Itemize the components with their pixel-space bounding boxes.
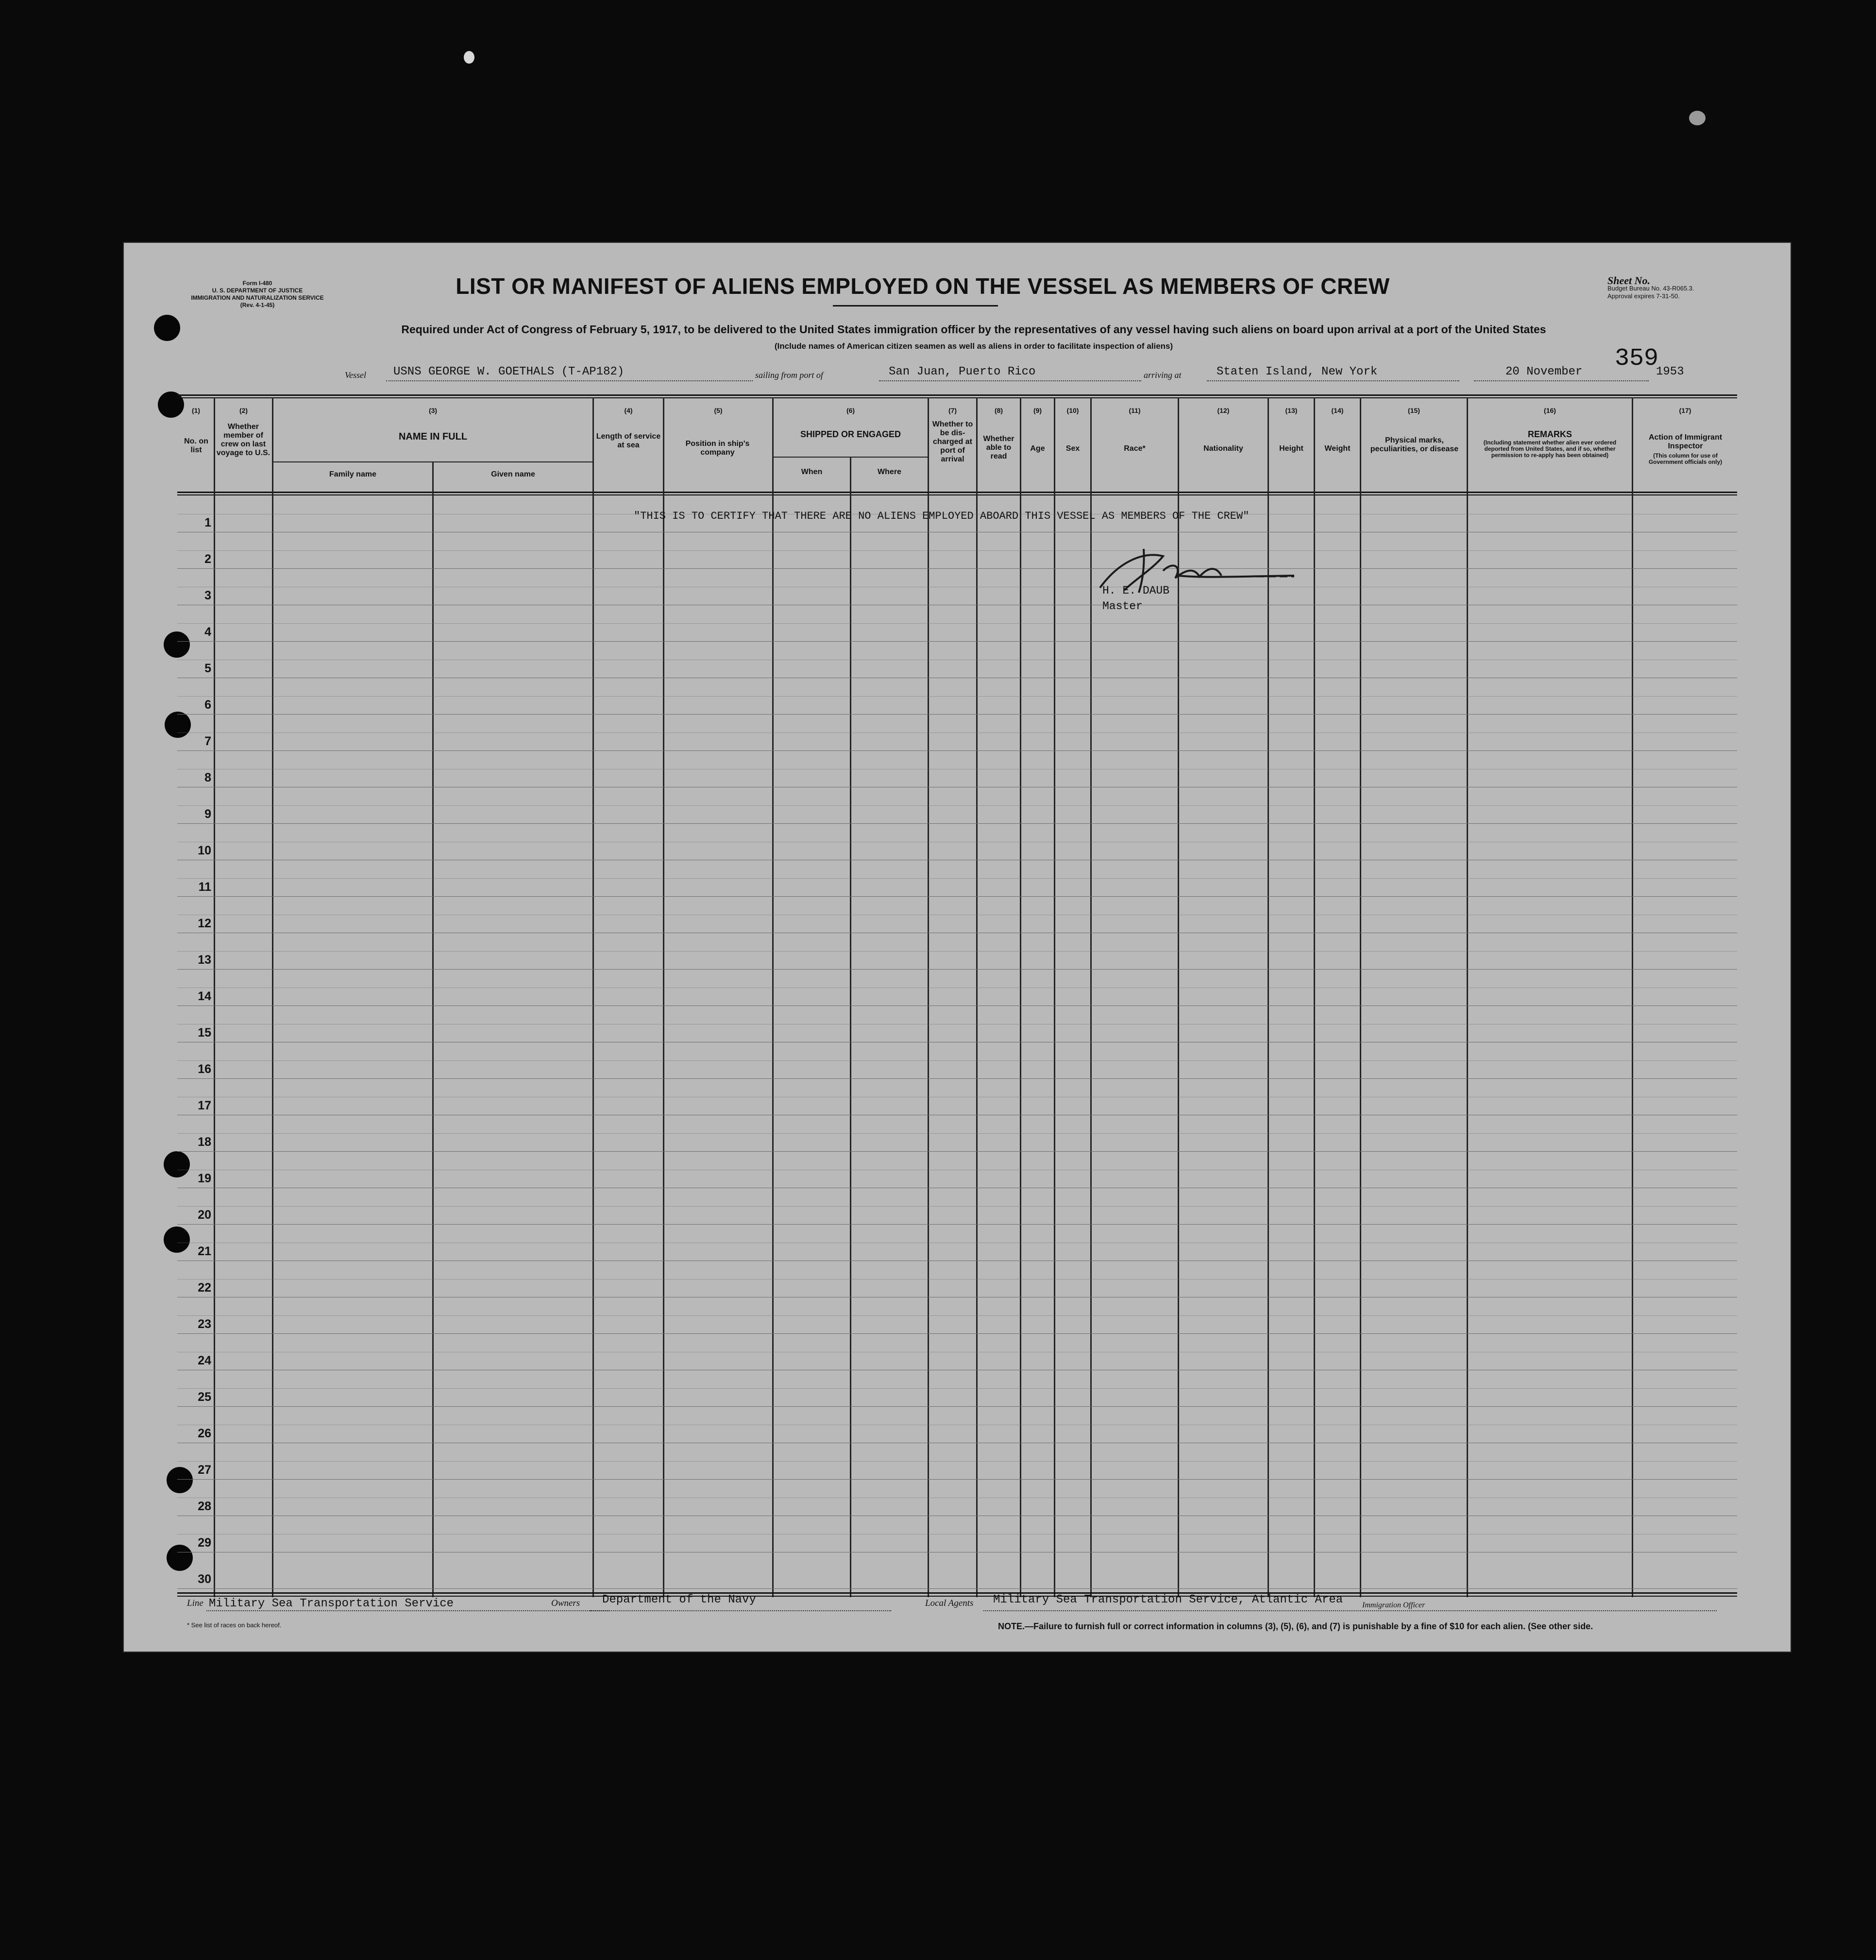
col-11-number: (11) — [1129, 407, 1141, 414]
owners-dotline — [590, 1610, 891, 1611]
row-rule — [177, 805, 1737, 806]
date-dotline — [1474, 380, 1649, 381]
agents-label: Local Agents — [925, 1598, 974, 1608]
row-rule — [177, 951, 1737, 952]
col-14-number: (14) — [1331, 407, 1344, 414]
certification-statement: "THIS IS TO CERTIFY THAT THERE ARE NO ALIENS EMPLOYED ABOARD THIS VESSEL AS MEMBERS OF THE CREW" — [634, 510, 1250, 522]
column-divider — [1467, 397, 1468, 1597]
row-number: 28 — [198, 1500, 211, 1513]
col-17-number: (17) — [1679, 407, 1691, 414]
title-underline — [833, 305, 998, 307]
row-number: 16 — [198, 1062, 211, 1076]
shipped-subheader-rule — [772, 457, 928, 458]
signatory-block — [1102, 583, 1169, 614]
row-rule — [177, 1333, 1737, 1334]
col-sex: Sex — [1065, 444, 1080, 453]
statute-line: Required under Act of Congress of February 5, 1917, to be delivered to the United States immigration officer by the representatives of any vessel having such aliens on board upon arrival at a port of the United States — [401, 323, 1546, 336]
service: IMMIGRATION AND NATURALIZATION SERVICE — [191, 294, 324, 301]
penalty-note: NOTE.—Failure to furnish full or correct information in columns (3), (5), (6), and (7) is punishable by a fine of $10 for each alien. (See other side. — [998, 1621, 1593, 1631]
row-number: 8 — [204, 771, 211, 784]
sailing-dotline — [879, 380, 1141, 381]
officer-label: Immigration Officer — [1362, 1601, 1425, 1609]
row-number: 5 — [204, 662, 211, 675]
arriving-label: arriving at — [1144, 370, 1182, 380]
column-divider — [772, 397, 774, 1597]
col-when: When — [801, 468, 823, 476]
col-where: Where — [878, 468, 901, 476]
col-remarks-note: (Including statement whether alien ever ordered deported from United States, and if so, whether permission to re-apply has been obtained) — [1483, 439, 1617, 459]
col-family-name: Family name — [329, 470, 376, 478]
col-able-to-read: Whether able to read — [983, 435, 1014, 460]
row-rule — [177, 896, 1737, 897]
revision: (Rev. 4-1-45) — [240, 302, 275, 308]
owners-value: Department of the Navy — [602, 1593, 756, 1606]
row-rule — [177, 1406, 1737, 1407]
row-number: 14 — [198, 989, 211, 1003]
row-number: 3 — [204, 589, 211, 602]
row-rule — [177, 1206, 1737, 1207]
form-number: Form I-480 — [242, 280, 272, 287]
row-rule — [177, 714, 1737, 715]
sheet-label: Sheet No. — [1607, 274, 1650, 287]
row-number: 12 — [198, 917, 211, 930]
row-rule — [177, 1588, 1737, 1589]
vessel-name: USNS GEORGE W. GOETHALS (T-AP182) — [393, 365, 625, 378]
row-number: 11 — [198, 880, 211, 894]
col-5-number: (5) — [714, 407, 723, 414]
row-number: 15 — [198, 1026, 211, 1040]
sailing-port: San Juan, Puerto Rico — [889, 365, 1036, 378]
row-number: 25 — [198, 1390, 211, 1404]
row-number: 10 — [198, 844, 211, 857]
subcolumn-divider — [850, 457, 851, 1597]
col-race: Race* — [1124, 444, 1146, 453]
dust-speck — [1689, 111, 1706, 125]
row-rule — [177, 823, 1737, 824]
col-8-number: (8) — [994, 407, 1003, 414]
vessel-label: Vessel — [345, 370, 366, 380]
col-physical-marks: Physical marks, peculiarities, or disease — [1370, 436, 1459, 453]
col-12-number: (12) — [1217, 407, 1230, 414]
col-shipped-engaged: SHIPPED OR ENGAGED — [800, 429, 901, 439]
arrival-date: 20 November — [1505, 365, 1583, 378]
col-age: Age — [1030, 444, 1045, 453]
column-divider — [214, 397, 215, 1597]
row-number: 21 — [198, 1244, 211, 1258]
table-bottom-rule — [177, 1592, 1737, 1594]
row-number: 19 — [198, 1172, 211, 1185]
arriving-port: Staten Island, New York — [1217, 365, 1378, 378]
owners-label: Owners — [551, 1598, 580, 1608]
line-dotline — [206, 1610, 609, 1611]
row-number: 23 — [198, 1317, 211, 1331]
row-number: 18 — [198, 1135, 211, 1149]
row-number: 7 — [204, 734, 211, 748]
subcolumn-divider — [432, 461, 434, 1597]
row-rule — [177, 1060, 1737, 1061]
row-rule — [177, 641, 1737, 642]
col-3-number: (3) — [428, 407, 438, 414]
column-divider — [1054, 397, 1055, 1597]
col-13-number: (13) — [1285, 407, 1298, 414]
row-number: 1 — [204, 516, 211, 529]
row-number: 2 — [204, 552, 211, 566]
row-number: 20 — [198, 1208, 211, 1222]
sheet-number: 359 — [1615, 345, 1659, 373]
row-rule — [177, 1388, 1737, 1389]
col-height: Height — [1279, 444, 1303, 453]
col-no-on-list: No. on list — [184, 437, 208, 454]
row-number: 26 — [198, 1427, 211, 1440]
table-bottom-rule — [177, 1596, 1737, 1597]
row-number: 17 — [198, 1099, 211, 1112]
race-note: * See list of races on back hereof. — [187, 1621, 282, 1629]
header-bottom-rule — [177, 492, 1737, 493]
budget-bureau: Budget Bureau No. 43-R065.3. — [1607, 285, 1694, 292]
sailing-label: sailing from port of — [755, 370, 823, 380]
col-6-number: (6) — [846, 407, 855, 414]
row-rule — [177, 696, 1737, 697]
row-rule — [177, 969, 1737, 970]
header-bottom-rule — [177, 494, 1737, 495]
col-discharged: Whether to be dis-charged at port of arrival — [932, 420, 973, 463]
row-number: 22 — [198, 1281, 211, 1295]
column-divider — [592, 397, 594, 1597]
punch-hole — [165, 712, 191, 738]
row-rule — [177, 1479, 1737, 1480]
row-number: 9 — [204, 807, 211, 821]
include-note: (Include names of American citizen seamen as well as aliens in order to facilitate inspection of aliens) — [774, 341, 1173, 351]
agents-value: Military Sea Transportation Service, Atlantic Area — [993, 1593, 1343, 1606]
col-9-number: (9) — [1033, 407, 1042, 414]
table-top-rule — [177, 394, 1737, 396]
col-16-number: (16) — [1544, 407, 1556, 414]
col-given-name: Given name — [491, 470, 535, 478]
row-rule — [177, 623, 1737, 624]
manifest-page — [124, 243, 1791, 1652]
department: U. S. DEPARTMENT OF JUSTICE — [212, 287, 303, 294]
row-number: 13 — [198, 953, 211, 967]
col-position: Position in ship's company — [685, 440, 750, 457]
column-divider — [1020, 397, 1021, 1597]
row-number: 6 — [204, 698, 211, 712]
row-rule — [177, 1315, 1737, 1316]
col-crew-last-voyage: Whether member of crew on last voyage to U.S. — [216, 423, 270, 457]
col-15-number: (15) — [1408, 407, 1420, 414]
punch-hole — [154, 315, 180, 341]
line-value: Military Sea Transportation Service — [209, 1597, 454, 1610]
column-divider — [976, 397, 978, 1597]
row-rule — [177, 550, 1737, 551]
signatory-name: H. E. DAUB — [1102, 584, 1170, 597]
row-rule — [177, 1078, 1737, 1079]
line-label: Line — [187, 1598, 203, 1608]
col-4-number: (4) — [624, 407, 633, 414]
row-rule — [177, 568, 1737, 569]
col-2-number: (2) — [239, 407, 248, 414]
approval-expiry: Approval expires 7-31-50. — [1607, 292, 1680, 300]
row-rule — [177, 1224, 1737, 1225]
row-number: 24 — [198, 1354, 211, 1367]
col-weight: Weight — [1324, 444, 1351, 453]
table-top-rule — [177, 397, 1737, 398]
col-name-in-full: NAME IN FULL — [398, 431, 468, 442]
row-rule — [177, 1461, 1737, 1462]
column-divider — [1360, 397, 1361, 1597]
row-rule — [177, 1151, 1737, 1152]
arriving-dotline — [1207, 380, 1459, 381]
vessel-dotline — [386, 380, 753, 381]
col-remarks: REMARKS — [1527, 429, 1572, 439]
column-divider — [272, 397, 273, 1597]
signatory-title: Master — [1102, 600, 1143, 613]
row-number: 29 — [198, 1536, 211, 1550]
col-length-of-service: Length of service at sea — [596, 432, 661, 449]
column-divider — [1632, 397, 1633, 1597]
col-10-number: (10) — [1066, 407, 1079, 414]
column-divider — [1314, 397, 1315, 1597]
col-inspector-note: (This column for use of Government officials only) — [1648, 452, 1723, 465]
row-number: 4 — [204, 625, 211, 639]
col-7-number: (7) — [948, 407, 957, 414]
sheet-info — [1607, 274, 1768, 300]
row-number: 30 — [198, 1572, 211, 1586]
column-divider — [663, 397, 664, 1597]
col-1-number: (1) — [191, 407, 201, 414]
arrival-year: 1953 — [1656, 365, 1684, 378]
dust-speck — [464, 51, 474, 64]
column-divider — [928, 397, 929, 1597]
row-number: 27 — [198, 1463, 211, 1477]
form-identifier — [177, 280, 338, 309]
agents-dotline — [983, 1610, 1717, 1611]
page-title: LIST OR MANIFEST OF ALIENS EMPLOYED ON THE VESSEL AS MEMBERS OF CREW — [456, 273, 1390, 299]
row-rule — [177, 750, 1737, 751]
col-action-inspector: Action of Immigrant Inspector — [1648, 433, 1723, 450]
row-rule — [177, 878, 1737, 879]
col-nationality: Nationality — [1203, 444, 1243, 453]
name-subheader-rule — [272, 461, 592, 462]
row-rule — [177, 1133, 1737, 1134]
